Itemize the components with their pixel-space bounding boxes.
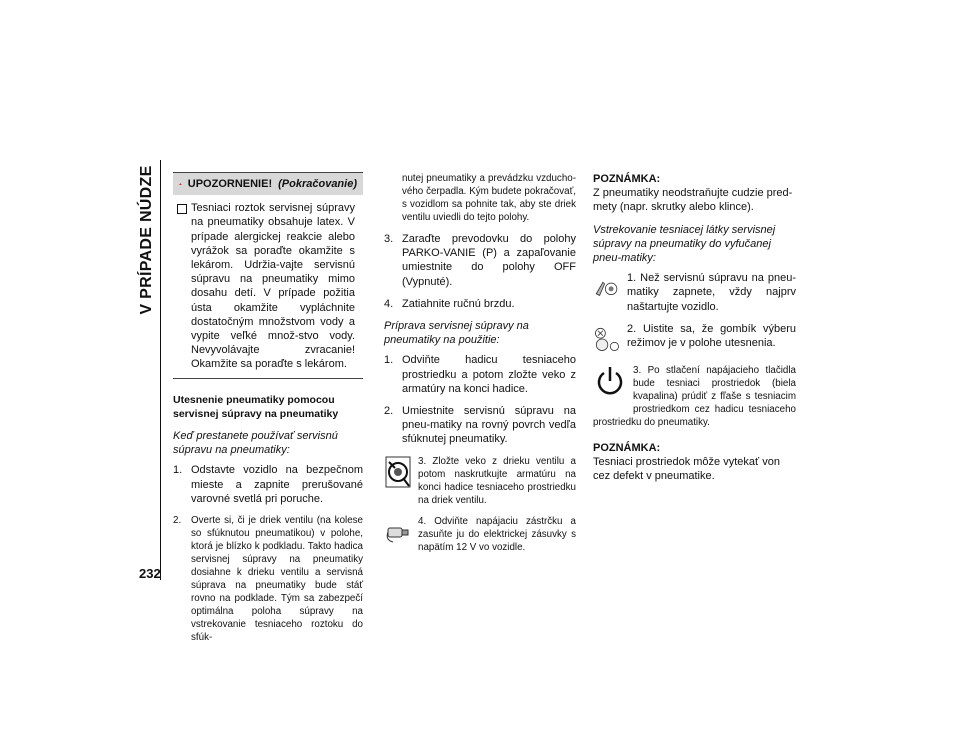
icon-step	[593, 322, 796, 356]
column-1	[173, 172, 363, 652]
chapter-tab	[137, 165, 157, 315]
icon-step	[384, 515, 576, 554]
list-item	[384, 297, 576, 311]
power-plug-icon	[384, 515, 412, 549]
icon-step-text: 3. Zložte veko z drieku ventilu a potom naskrutkujte armatúru na konci hadice tesniaceho prostriedku na driek ventilu.	[418, 455, 576, 506]
note-title: POZNÁMKA:	[593, 441, 661, 454]
list-item-number: 1.	[384, 354, 394, 367]
note-text: Tesniaci prostriedok môže vytekať von cez defekt v pneumatike.	[593, 456, 780, 483]
icon-step-text: 1. Než servisnú súpravu na pneu-matiky zapnete, vždy najprv naštartujte vozidlo.	[627, 272, 796, 313]
warning-icon	[179, 177, 182, 191]
icon-step-text: 4. Odviňte napájaciu zástrčku a zasuňte ju do elektrickej zásuvky s napätím 12 V vo vozidle.	[418, 515, 576, 553]
list-item-continuation	[384, 172, 576, 224]
page-number: 232	[139, 566, 161, 581]
section-intro: Keď prestanete používať servisnú súpravu na pneumatiky:	[173, 430, 338, 457]
checkbox-bullet-icon	[177, 204, 187, 214]
column-3	[593, 172, 796, 491]
continuation-text: nutej pneumatiky a prevádzku vzducho-vého čerpadla. Kým budete pokračovať, s vozidlom sa pohnite tak, aby ste driek ventilu uviedli do tejto polohy.	[402, 173, 576, 223]
icon-step	[384, 455, 576, 507]
list-item-text: Zaraďte prevodovku do polohy PARKO-VANIE (P) a zapaľovanie umiestnite do polohy OFF (Vypnuté).	[402, 233, 576, 288]
list-item-number: 3.	[384, 233, 394, 245]
note-title: POZNÁMKA:	[593, 173, 661, 185]
list-item	[384, 404, 576, 447]
list-item-text: Odviňte hadicu tesniaceho prostriedku a potom zložte veko z armatúry na konci hadice.	[402, 354, 576, 395]
warning-box	[173, 172, 363, 379]
list-item	[173, 514, 363, 644]
icon-step	[593, 271, 796, 314]
note-text: Z pneumatiky neodstraňujte cudzie pred-mety (napr. skrutky alebo klince).	[593, 187, 793, 214]
warning-text: Tesniaci roztok servisnej súpravy na pneumatiky obsahuje latex. V prípade alergickej reakcie alebo vyrážok sa poraďte okamžite s lekárom. Udržia-vajte servisnú súpravu na pneumatiky mimo dosahu detí. V prípade požitia ústa okamžite vypláchnite dostatočným množstvom vody a vypite veľké množ-stvo vody. Nevyvolávajte zvracanie! Okamžite sa poraďte s lekárom.	[191, 202, 355, 371]
compressor-start-icon	[593, 271, 621, 305]
warning-title-continued: (Pokračovanie)	[278, 178, 357, 190]
list-item-number: 2.	[384, 405, 394, 418]
list-item-text: Odstavte vozidlo na bezpečnom mieste a zapnite prerušované varovné svetlá pri poruche.	[191, 464, 363, 505]
list-item-number: 1.	[173, 464, 183, 477]
column-2	[384, 172, 576, 562]
valve-stem-icon	[384, 455, 412, 489]
warning-body	[173, 195, 363, 377]
list-item	[384, 232, 576, 289]
power-button-icon	[593, 364, 631, 414]
list-item	[384, 353, 576, 396]
step-3-text: 3. Po stlačení napájacieho tlačidla bude tesniaci prostriedok (biela kvapalina) prúdiť z fľaše s tesniacim prostriedkom cez hadicu tesniaceho prostriedku do pneumatiky.	[593, 364, 796, 428]
list-item-number: 2.	[173, 515, 182, 527]
section-heading: Utesnenie pneumatiky pomocou servisnej súpravy na pneumatiky	[173, 393, 339, 420]
mode-selector-icon	[593, 322, 621, 356]
warning-header	[173, 173, 363, 195]
list-item-text: Overte si, či je driek ventilu (na kolese so sfúknutou pneumatikou) v polohe, ktorá je blízko k podkladu. Takto hadica servisnej súpravy na pneumatiky dosiahne k drieku ventilu a servisná súprava na pneumatiky bude stáť rovno na podklade. Tým sa zabezpečí optimálna poloha súpravy na vstrekovanie tesniaceho roztoku do sfúk-	[191, 515, 363, 644]
icon-step-text: 2. Uistite sa, že gombík výberu režimov je v polohe utesnenia.	[627, 322, 796, 350]
chapter-divider	[160, 160, 161, 580]
chapter-title: V PRÍPADE NÚDZE	[138, 165, 155, 315]
list-item	[173, 463, 363, 506]
list-item-text: Umiestnite servisnú súpravu na pneu-matiky na rovný povrch vedľa sfúknutej pneumatiky.	[402, 405, 576, 446]
list-item-number: 4.	[384, 297, 394, 310]
list-item-text: Zatiahnite ručnú brzdu.	[402, 297, 515, 310]
prep-heading: Príprava servisnej súpravy na pneumatiky na použitie:	[384, 320, 529, 347]
inject-heading: Vstrekovanie tesniacej látky servisnej súpravy na pneumatiky do vyfučanej pneu-matiky:	[593, 223, 776, 265]
step-3-block	[593, 364, 796, 429]
warning-title: UPOZORNENIE!	[187, 178, 273, 190]
